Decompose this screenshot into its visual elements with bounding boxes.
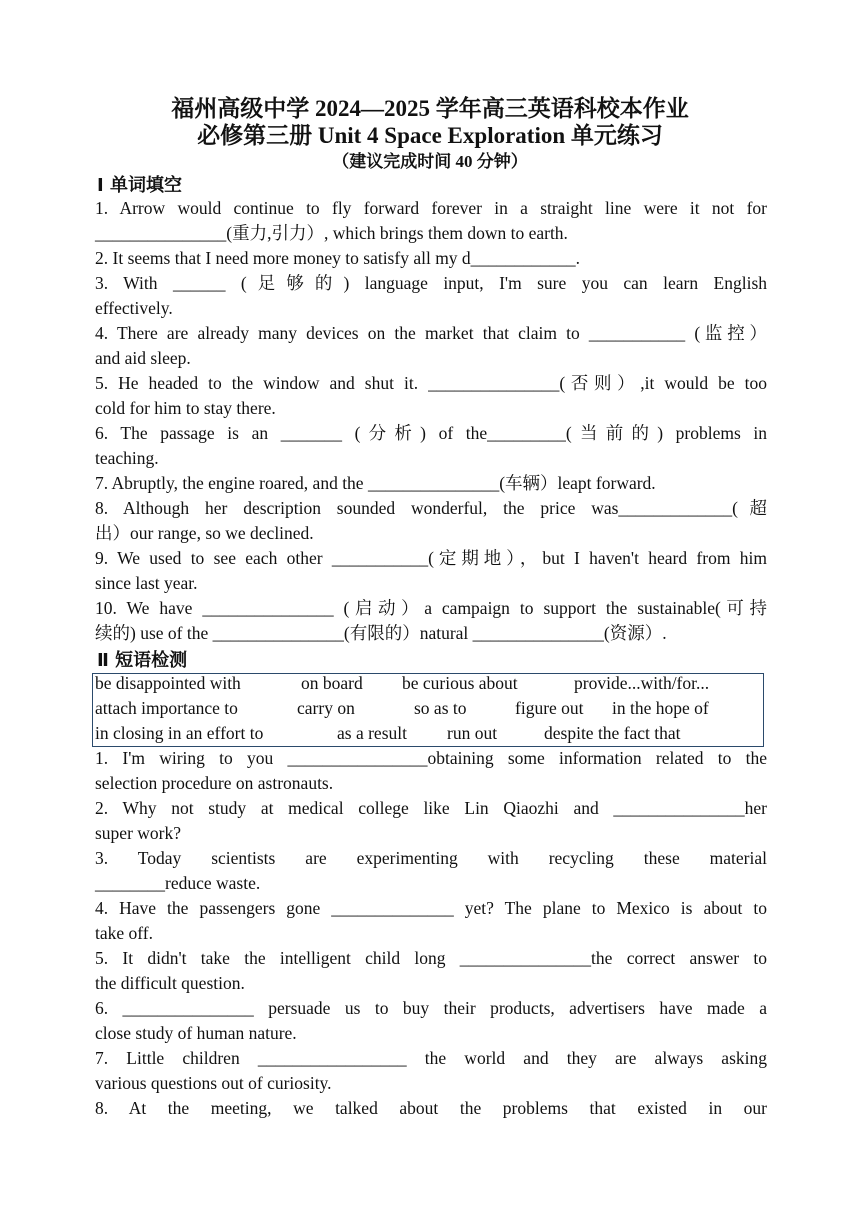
s2-line: take off. <box>95 923 153 943</box>
worksheet-unit-title: 必修第三册 Unit 4 Space Exploration 单元练习 <box>197 123 663 148</box>
s2-line: 7. Little children _________________ the world and they are always asking <box>95 1048 767 1068</box>
s1-line: 5. He headed to the window and shut it. _______________(否则）,it would be too <box>95 373 767 393</box>
phrase: on board <box>301 673 363 693</box>
phrase: run out <box>447 723 498 743</box>
phrase: be curious about <box>402 673 518 693</box>
s2-line: various questions out of curiosity. <box>95 1073 332 1093</box>
s1-line: 10. We have _______________ (启动）a campaign to support the sustainable(可持 <box>95 598 767 618</box>
s2-line: close study of human nature. <box>95 1023 297 1043</box>
phrase: carry on <box>297 698 355 718</box>
s1-line: 8. Although her description sounded wonderful, the price was_____________(超 <box>95 498 767 518</box>
s2-line: selection procedure on astronauts. <box>95 773 334 793</box>
phrase: in closing in an effort to <box>95 723 264 743</box>
phrase: figure out <box>515 698 584 718</box>
s1-line: 6. The passage is an _______ (分析) of the_________(当前的) problems in <box>95 423 767 443</box>
s1-line: 2. It seems that I need more money to satisfy all my d____________. <box>95 248 581 268</box>
s1-line: 1. Arrow would continue to fly forward forever in a straight line were it not for <box>95 198 767 218</box>
phrase: as a result <box>337 723 407 743</box>
s1-line: and aid sleep. <box>95 348 191 368</box>
s1-line: 7. Abruptly, the engine roared, and the _______________(车辆）leapt forward. <box>95 473 656 493</box>
s2-line: super work? <box>95 823 182 843</box>
s1-line: 出）our range, so we declined. <box>95 523 314 543</box>
s1-line: 9. We used to see each other ___________(定期地），but I haven't heard from him <box>95 548 767 568</box>
phrase: despite the fact that <box>544 723 681 743</box>
phrase: so as to <box>414 698 467 718</box>
s2-line: 8. At the meeting, we talked about the problems that existed in our <box>95 1098 767 1118</box>
s2-line: 6. _______________ persuade us to buy their products, advertisers have made a <box>95 998 767 1018</box>
s2-line: 4. Have the passengers gone ______________ yet? The plane to Mexico is about to <box>95 898 767 918</box>
s2-line: 2. Why not study at medical college like Lin Qiaozhi and _______________her <box>95 798 767 818</box>
s2-line: 3. Today scientists are experimenting with recycling these material <box>95 848 767 868</box>
s1-line: _______________(重力,引力）, which brings them down to earth. <box>95 223 568 243</box>
section1-heading: Ⅰ 单词填空 <box>97 175 182 196</box>
section2-heading: Ⅱ 短语检测 <box>97 650 188 671</box>
phrase: provide...with/for... <box>574 673 710 693</box>
s1-line: 续的) use of the _______________(有限的）natural _______________(资源）. <box>95 623 667 643</box>
s1-line: teaching. <box>95 448 159 468</box>
s1-line: cold for him to stay there. <box>95 398 276 418</box>
phrase: in the hope of <box>612 698 709 718</box>
phrase: be disappointed with <box>95 673 241 693</box>
s2-line: 5. It didn't take the intelligent child long _______________the correct answer to <box>95 948 767 968</box>
phrase: attach importance to <box>95 698 238 718</box>
s2-line: 1. I'm wiring to you ________________obtaining some information related to the <box>95 748 767 768</box>
suggested-time: （建议完成时间 40 分钟） <box>332 152 528 171</box>
s1-line: 4. There are already many devices on the market that claim to ___________ (监控） <box>95 323 767 343</box>
s1-line: 3. With ______ (足够的) language input, I'm sure you can learn English <box>95 273 767 293</box>
worksheet-title: 福州高级中学 2024—2025 学年高三英语科校本作业 <box>171 96 689 121</box>
s2-line: ________reduce waste. <box>95 873 261 893</box>
s1-line: since last year. <box>95 573 198 593</box>
s1-line: effectively. <box>95 298 173 318</box>
s2-line: the difficult question. <box>95 973 245 993</box>
